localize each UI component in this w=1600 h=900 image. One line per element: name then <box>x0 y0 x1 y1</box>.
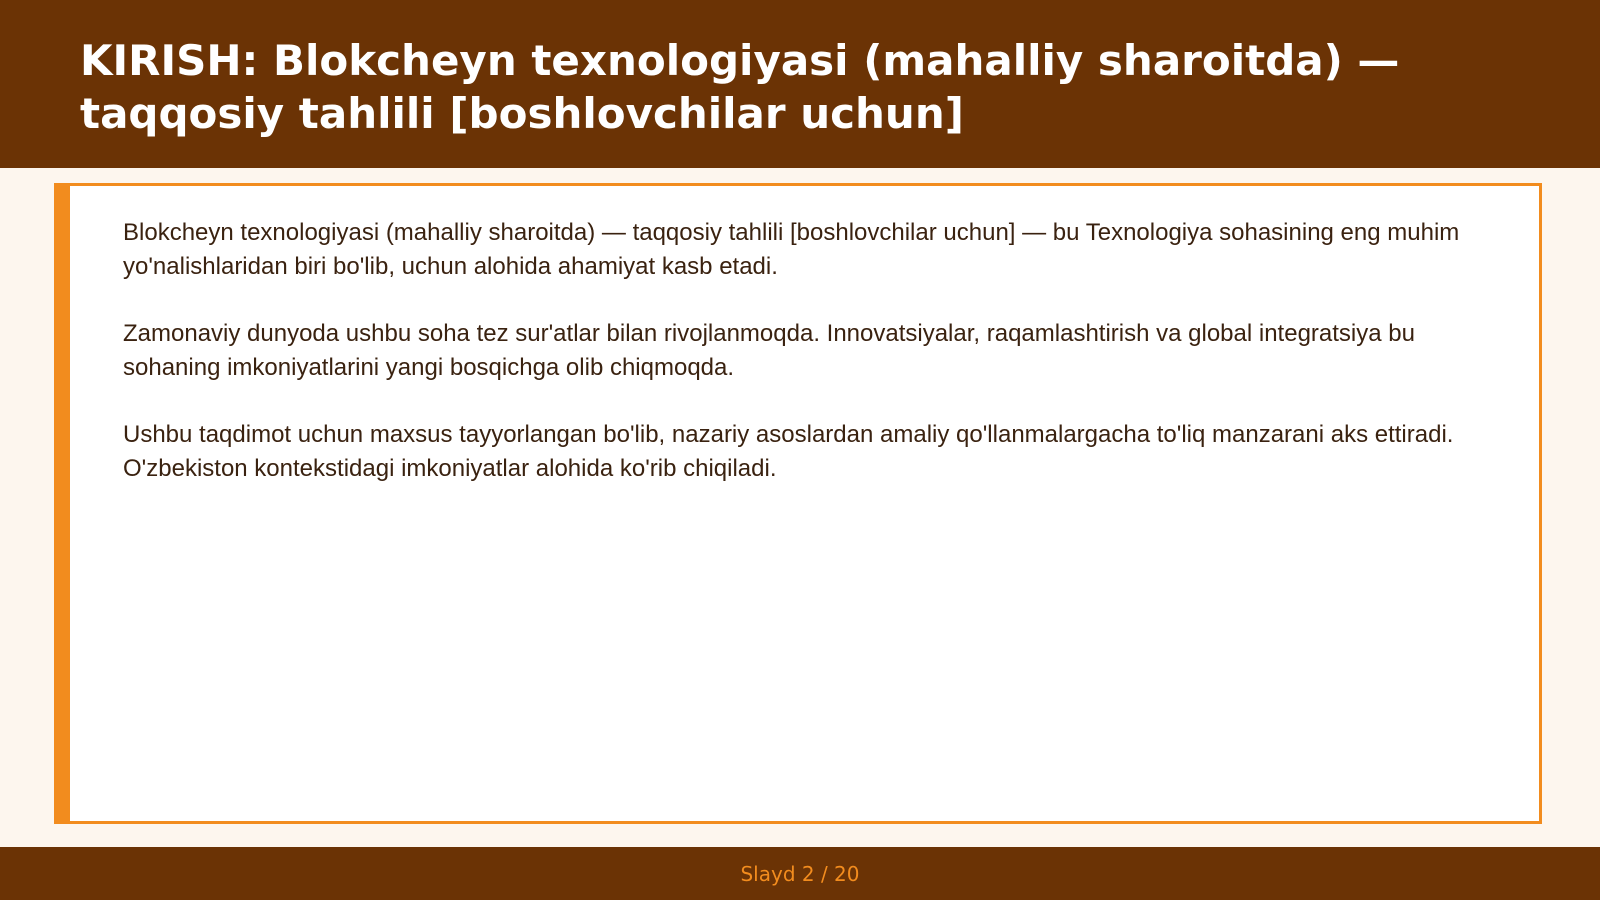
paragraph-presentation-scope: Ushbu taqdimot uchun maxsus tayyorlangan bo'lib, nazariy asoslardan amaliy qo'llanmalargacha to'liq manzarani aks ettiradi. O'zbekiston kontekstidagi imkoniyatlar alohida ko'rib chiqiladi. <box>123 421 1454 482</box>
title-bar <box>0 0 1600 168</box>
body-text <box>123 216 1503 519</box>
paragraph-intro: Blokcheyn texnologiyasi (mahalliy sharoitda) — taqqosiy tahlili [boshlovchilar uchun] — bu Texnologiya sohasining eng muhim yo'nalishlaridan biri bo'lib, uchun alohida ahamiyat kasb etadi. <box>123 219 1460 280</box>
slide-counter: Slayd 2 / 20 <box>740 861 860 886</box>
slide-title: KIRISH: Blokcheyn texnologiyasi (mahalliy sharoitda) — taqqosiy tahlili [boshlovchilar uchun] <box>80 36 1400 138</box>
content-card <box>54 183 1542 824</box>
paragraph-modern-world: Zamonaviy dunyoda ushbu soha tez sur'atlar bilan rivojlanmoqda. Innovatsiyalar, raqamlashtirish va global integratsiya bu sohaning imkoniyatlarini yangi bosqichga olib chiqmoqda. <box>123 320 1415 381</box>
footer-bar <box>0 847 1600 900</box>
